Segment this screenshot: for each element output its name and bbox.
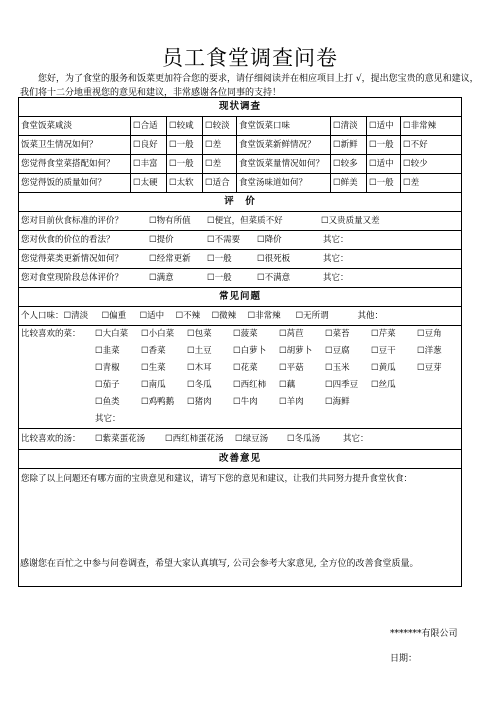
option-checkbox[interactable]: ☐大白菜 [95, 329, 129, 339]
vegetable-line [19, 394, 461, 411]
option-checkbox[interactable]: ☐适中 [367, 117, 401, 135]
option-checkbox[interactable]: ☐满意 [149, 273, 174, 283]
other-label[interactable]: 其它： [323, 235, 349, 245]
vegetable-line [19, 377, 461, 394]
option-checkbox[interactable]: ☐牛肉 [233, 397, 258, 407]
option-checkbox[interactable]: ☐小白菜 [141, 329, 175, 339]
status-row [19, 117, 461, 136]
suggestion-prompt: 您除了以上问题还有哪方面的宝贵意见和建议，请写下您的意见和建议，让我们共同努力提升食堂伙食： [21, 474, 413, 484]
option-checkbox[interactable]: ☐洋葱 [417, 346, 442, 356]
question-label: 食堂饭菜咸淡 [19, 117, 131, 135]
option-checkbox[interactable]: ☐豆芽 [417, 363, 442, 373]
option-checkbox[interactable]: ☐黄瓜 [371, 363, 396, 373]
option-checkbox[interactable]: ☐不好 [403, 140, 428, 150]
question-label: 食堂饭菜量情况如何？ [237, 155, 331, 173]
question-label: 食堂汤味道如何？ [237, 174, 331, 192]
option-checkbox[interactable]: ☐一般 [167, 155, 203, 173]
other-label[interactable]: 其它： [323, 254, 349, 264]
evaluation-row [19, 212, 461, 231]
option-checkbox[interactable]: ☐降价 [257, 235, 282, 245]
option-checkbox[interactable]: ☐偏重 [101, 311, 127, 321]
company-name: *******有限公司 [390, 629, 458, 639]
section-suggestion-heading: 改善意见 [19, 450, 461, 469]
option-checkbox[interactable]: ☐较多 [331, 155, 367, 173]
option-checkbox[interactable]: ☐太软 [167, 174, 203, 192]
spacer [417, 377, 457, 394]
spacer [19, 360, 95, 377]
vegetable-line [19, 360, 461, 377]
vegetable-line [19, 343, 461, 360]
survey-form [18, 97, 462, 587]
option-checkbox[interactable]: ☐新鲜 [331, 136, 367, 154]
option-checkbox[interactable]: ☐玉米 [325, 363, 350, 373]
option-checkbox[interactable]: ☐莴苣 [279, 329, 304, 339]
thanks-text: 感谢您在百忙之中参与问卷调查，希望大家认真填写, 公司会参考大家意见, 全方位的改善食堂质量。 [20, 559, 419, 569]
option-checkbox[interactable]: ☐包菜 [187, 329, 212, 339]
question-label: 您对食堂现阶段总体评价？ [21, 273, 124, 283]
spacer [417, 394, 457, 411]
evaluation-table [19, 212, 461, 288]
option-checkbox[interactable]: ☐非常辣 [247, 311, 281, 321]
option-checkbox[interactable]: ☐一般 [167, 136, 203, 154]
option-checkbox[interactable]: ☐西红柿蛋花汤 [165, 434, 224, 444]
question-label: 您对伙食的价位的看法？ [21, 235, 115, 245]
option-checkbox[interactable]: ☐无所谓 [295, 311, 329, 321]
option-checkbox[interactable]: ☐鱼类 [95, 397, 120, 407]
option-checkbox[interactable]: ☐茄子 [95, 380, 120, 390]
option-checkbox[interactable]: ☐较咸 [167, 117, 203, 135]
status-row [19, 155, 461, 174]
option-checkbox[interactable]: ☐胡萝卜 [279, 346, 313, 356]
option-checkbox[interactable]: ☐不辣 [175, 311, 201, 321]
option-checkbox[interactable]: ☐菜苔 [325, 329, 350, 339]
taste-row [19, 307, 461, 326]
option-checkbox[interactable]: ☐木耳 [187, 363, 212, 373]
option-checkbox[interactable]: ☐清淡 [331, 117, 367, 135]
other-label[interactable]: 其它： [343, 434, 369, 444]
option-checkbox[interactable]: ☐不需要 [207, 235, 241, 245]
option-checkbox[interactable]: ☐适中 [139, 311, 165, 321]
option-checkbox[interactable]: ☐经常更新 [149, 254, 191, 264]
option-checkbox[interactable]: ☐丝瓜 [371, 380, 396, 390]
section-evaluation-heading: 评 价 [19, 193, 461, 212]
intro-text: 您好，为了食堂的服务和饭菜更加符合您的要求，请仔细阅读并在相应项目上打 √，提出您宝贵的意见和建议，我们将十二分地重视您的意见和建议，非常感谢各位同事的支持！ [20, 74, 479, 98]
status-row [19, 136, 461, 155]
option-checkbox[interactable]: ☐豆干 [371, 346, 396, 356]
option-checkbox[interactable]: ☐海鲜 [325, 397, 350, 407]
spacer [19, 394, 95, 411]
option-checkbox[interactable]: ☐差 [203, 155, 237, 173]
question-label: 您觉得饭的质量如何？ [19, 174, 131, 192]
option-checkbox[interactable]: ☐一般 [367, 136, 401, 154]
option-checkbox[interactable]: ☐一般 [207, 254, 232, 264]
option-checkbox[interactable]: ☐提价 [149, 235, 174, 245]
soup-row [19, 429, 461, 450]
option-checkbox[interactable]: ☐清淡 [63, 311, 89, 321]
option-checkbox[interactable]: ☐花菜 [233, 363, 258, 373]
evaluation-row [19, 231, 461, 250]
section-common-heading: 常见问题 [19, 288, 461, 307]
option-checkbox[interactable]: ☐紫菜蛋花汤 [95, 434, 146, 444]
option-checkbox[interactable]: ☐菠菜 [233, 329, 258, 339]
section-status-heading: 现状调查 [19, 98, 461, 117]
option-checkbox[interactable]: ☐芹菜 [371, 329, 396, 339]
option-checkbox[interactable]: ☐羊肉 [279, 397, 304, 407]
option-checkbox[interactable]: ☐豆腐 [325, 346, 350, 356]
option-checkbox[interactable]: ☐良好 [131, 136, 167, 154]
option-checkbox[interactable]: ☐冬瓜汤 [287, 434, 321, 444]
question-label: 食堂饭菜新鲜情况？ [237, 136, 331, 154]
option-checkbox[interactable]: ☐又贵质量又差 [321, 216, 380, 226]
option-checkbox[interactable]: ☐差 [203, 136, 237, 154]
vegetable-other-line [19, 411, 461, 428]
option-checkbox[interactable]: ☐合适 [131, 117, 167, 135]
option-checkbox[interactable]: ☐平菇 [279, 363, 304, 373]
option-checkbox[interactable]: ☐韭菜 [95, 346, 120, 356]
option-checkbox[interactable]: ☐差 [403, 178, 420, 188]
option-checkbox[interactable]: ☐猪肉 [187, 397, 212, 407]
vegetable-label: 比较喜欢的菜： [21, 329, 81, 339]
option-checkbox[interactable]: ☐适合 [203, 174, 237, 192]
option-checkbox[interactable]: ☐香菜 [141, 346, 166, 356]
option-checkbox[interactable]: ☐白萝卜 [233, 346, 267, 356]
option-checkbox[interactable]: ☐非常辣 [403, 121, 437, 131]
question-label: 您觉得菜类更新情况如何？ [21, 254, 124, 264]
option-checkbox[interactable]: ☐微辣 [211, 311, 237, 321]
option-checkbox[interactable]: ☐物有所值 [149, 216, 191, 226]
option-checkbox[interactable]: ☐鲜美 [331, 174, 367, 192]
status-table [19, 117, 461, 193]
option-checkbox[interactable]: ☐冬瓜 [187, 380, 212, 390]
option-checkbox[interactable]: ☐西红柿 [233, 380, 267, 390]
evaluation-row [19, 269, 461, 288]
option-checkbox[interactable]: ☐丰富 [131, 155, 167, 173]
option-checkbox[interactable]: ☐较少 [403, 159, 428, 169]
evaluation-row [19, 250, 461, 269]
taste-label: 个人口味： [21, 311, 64, 321]
vegetable-line [19, 326, 461, 343]
option-checkbox[interactable]: ☐藕 [279, 380, 296, 390]
other-label[interactable]: 其它： [323, 273, 349, 283]
spacer [371, 394, 417, 411]
option-checkbox[interactable]: ☐不满意 [257, 273, 291, 283]
option-checkbox[interactable]: ☐很死板 [257, 254, 291, 264]
question-label: 您对目前伙食标准的评价？ [21, 216, 124, 226]
option-checkbox[interactable]: ☐四季豆 [325, 380, 359, 390]
other-label[interactable]: 其他： [357, 311, 384, 321]
option-checkbox[interactable]: ☐一般 [367, 174, 401, 192]
spacer [19, 343, 95, 360]
vegetable-block [19, 326, 461, 429]
option-checkbox[interactable]: ☐青椒 [95, 363, 120, 373]
option-checkbox[interactable]: ☐鸡鸭鹅 [141, 397, 175, 407]
option-checkbox[interactable]: ☐便宜，但菜质不好 [207, 216, 283, 226]
option-checkbox[interactable]: ☐太硬 [131, 174, 167, 192]
question-label: 您觉得食堂菜搭配如何？ [19, 155, 131, 173]
option-checkbox[interactable]: ☐豆角 [417, 329, 442, 339]
option-checkbox[interactable]: ☐南瓜 [141, 380, 166, 390]
option-checkbox[interactable]: ☐适中 [367, 155, 401, 173]
option-checkbox[interactable]: ☐土豆 [187, 346, 212, 356]
option-checkbox[interactable]: ☐较淡 [203, 117, 237, 135]
option-checkbox[interactable]: ☐生菜 [141, 363, 166, 373]
page-title: 员工食堂调查问卷 [162, 46, 338, 70]
option-checkbox[interactable]: ☐一般 [207, 273, 232, 283]
question-label: 食堂饭菜口味 [237, 117, 331, 135]
option-checkbox[interactable]: ☐绿豆汤 [235, 434, 269, 444]
status-row [19, 174, 461, 193]
soup-label: 比较喜欢的汤： [21, 434, 81, 444]
question-label: 饭菜卫生情况如何？ [19, 136, 131, 154]
spacer [19, 377, 95, 394]
vegetable-other-label[interactable]: 其它： [95, 414, 121, 424]
date-label[interactable]: 日期： [390, 654, 418, 664]
